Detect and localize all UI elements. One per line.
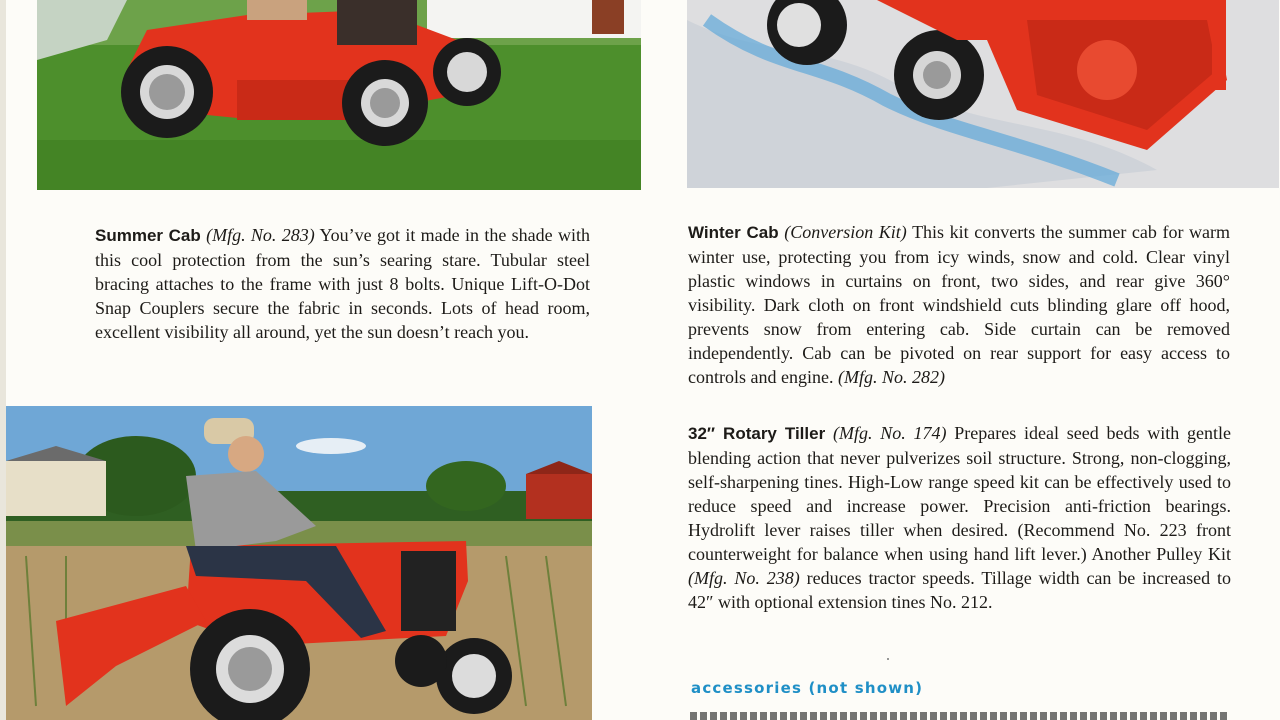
decorative-dot xyxy=(887,658,889,660)
pulley-kit-mfg-number: (Mfg. No. 238) xyxy=(688,568,800,588)
rotary-tiller-body-end: reduces tractor speeds. Tillage width can be increased to 42″ with optional extension tines No. 212. xyxy=(688,568,1231,612)
summer-cab-title: Summer Cab xyxy=(95,226,201,245)
summer-cab-description xyxy=(95,223,590,344)
rotary-tiller-title: 32″ Rotary Tiller xyxy=(688,424,826,443)
winter-cab-mfg-number: (Mfg. No. 282) xyxy=(837,367,945,387)
summer-cab-photo xyxy=(37,0,641,190)
winter-cab-kit-label: (Conversion Kit) xyxy=(784,222,907,242)
winter-cab-body: This kit converts the summer cab for warm winter use, protecting you from icy winds, snow and cold. Clear vinyl plastic windows in curtains on front, two sides, and rear give 360° visibility. Dark cloth on front windshield cuts blinding glare off hood, prevents snow from entering cab. Side curtain can be removed independently. Cab can be pivoted on rear support for easy access to controls and engine. xyxy=(688,222,1231,387)
accessories-heading: accessories (not shown) xyxy=(691,679,924,697)
rotary-tiller-description xyxy=(688,421,1231,614)
cut-off-text-line xyxy=(690,712,1230,720)
rotary-tiller-body: Prepares ideal seed beds with gentle blending action that never pulverizes soil structure. Strong, non-clogging, self-sharpening tines. High-Low range speed kit can be effectively used to reduce speed and increase power. Precision anti-friction bearings. Hydrolift lever raises tiller when desired. (Recommend No. 223 front counterweight for balance when using hand lift lever.) Another Pulley Kit xyxy=(688,423,1231,564)
summer-cab-body: You’ve got it made in the shade with this cool protection from the sun’s searing stare. Tubular steel bracing attaches to the frame with just 8 bolts. Unique Lift-O-Dot Snap Couplers secure the fabric in seconds. Lots of head room, excellent visibility all around, yet the sun doesn’t reach you. xyxy=(95,225,590,342)
summer-cab-mfg-number: (Mfg. No. 283) xyxy=(206,225,315,245)
rotary-tiller-mfg-number: (Mfg. No. 174) xyxy=(832,423,947,443)
rotary-tiller-photo xyxy=(6,406,592,720)
winter-cab-description xyxy=(688,220,1230,389)
winter-cab-photo xyxy=(687,0,1279,188)
winter-cab-title: Winter Cab xyxy=(688,223,779,242)
